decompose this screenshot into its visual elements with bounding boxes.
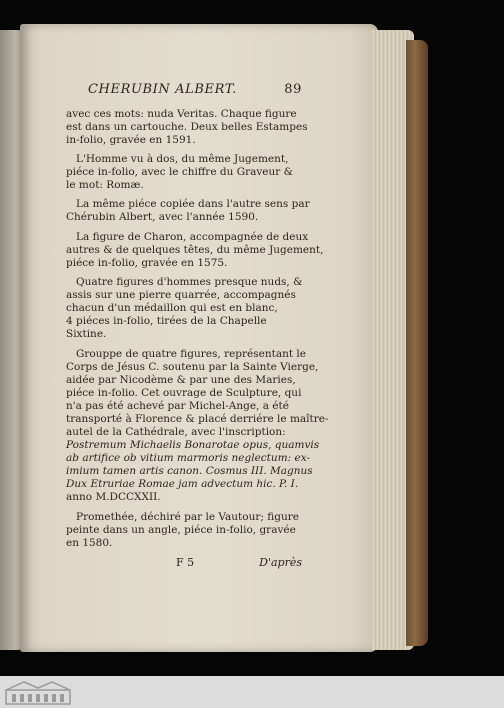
- library-building-logo-icon: [4, 678, 72, 706]
- signature-mark: F 5: [176, 556, 195, 569]
- page-footer: [66, 556, 302, 570]
- text-line: piéce in-folio, avec le chiffre du Graveur &: [66, 166, 293, 178]
- previous-page-edge: [0, 30, 22, 650]
- text-line: Sixtine.: [66, 328, 107, 340]
- text-line: Quatre figures d'hommes presque nuds, &: [76, 276, 303, 288]
- running-head: [88, 82, 302, 97]
- text-line: en 1580.: [66, 537, 113, 549]
- text-line: La même piéce copiée dans l'autre sens par: [76, 198, 310, 210]
- text-line: le mot: Romæ.: [66, 179, 144, 191]
- text-line: Postremum Michaelis Bonarotae opus, quamvis: [66, 439, 320, 451]
- text-line: chacun d'un médaillon qui est en blanc,: [66, 302, 278, 314]
- text-line: imium tamen artis canon. Cosmus III. Magnus: [66, 465, 313, 477]
- text-line: Grouppe de quatre figures, représentant le: [76, 348, 307, 360]
- text-line: La figure de Charon, accompagnée de deux: [76, 231, 309, 243]
- text-line: autel de la Cathédrale, avec l'inscription:: [66, 426, 286, 438]
- catchword: D'après: [259, 556, 302, 569]
- book-cover-edge: [406, 40, 428, 646]
- text-line: anno M.DCCXXII.: [66, 491, 161, 503]
- text-line: Promethée, déchiré par le Vautour; figure: [76, 511, 299, 523]
- viewer-footer-bar: [0, 676, 504, 708]
- text-line: aidée par Nicodème & par une des Maries,: [66, 374, 296, 386]
- text-line: piéce in-folio. Cet ouvrage de Sculpture, qui: [66, 387, 302, 399]
- text-line: Chérubin Albert, avec l'année 1590.: [66, 211, 259, 223]
- text-line: avec ces mots: nuda Veritas. Chaque figure: [66, 108, 297, 120]
- text-line: L'Homme vu à dos, du même Jugement,: [76, 153, 289, 165]
- running-head-title: CHERUBIN ALBERT.: [88, 82, 237, 97]
- text-line: transporté à Florence & placé derriére le maître-: [66, 413, 329, 425]
- text-line: assis sur une pierre quarrée, accompagnés: [66, 289, 296, 301]
- text-line: peinte dans un angle, piéce in-folio, gravée: [66, 524, 296, 536]
- text-line: piéce in-folio, gravée en 1575.: [66, 257, 228, 269]
- text-line: n'a pas été achevé par Michel-Ange, a été: [66, 400, 289, 412]
- page-number: 89: [284, 82, 302, 97]
- text-line: Dux Etruriae Romae jam advectum hic. P. I.: [66, 478, 299, 490]
- text-line: ab artifice ob vitium marmoris neglectum: ex-: [66, 452, 310, 464]
- text-line: 4 piéces in-folio, tirées de la Chapelle: [66, 315, 267, 327]
- text-line: autres & de quelques têtes, du même Jugement,: [66, 244, 324, 256]
- text-line: in-folio, gravée en 1591.: [66, 134, 196, 146]
- text-line: est dans un cartouche. Deux belles Estampes: [66, 121, 308, 133]
- text-line: Corps de Jésus C. soutenu par la Sainte Vierge,: [66, 361, 319, 373]
